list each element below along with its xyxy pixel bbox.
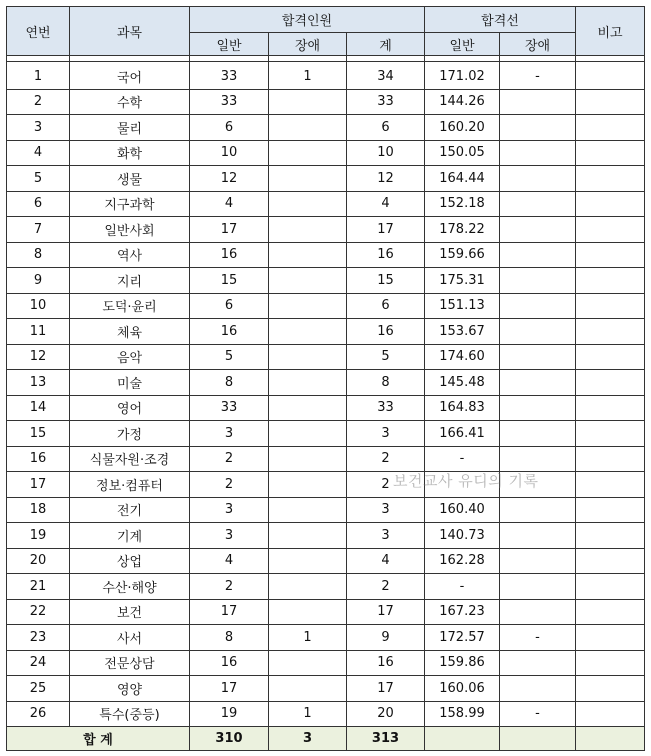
total-row <box>7 727 645 751</box>
header-passers: 합격인원 <box>190 7 425 33</box>
cell-total: 2 <box>347 472 425 498</box>
cell-general: 4 <box>190 548 269 574</box>
cell-subject: 수학 <box>70 89 190 115</box>
cell-disabled <box>269 421 347 447</box>
cell-note <box>576 191 645 217</box>
cell-cut-disabled <box>500 217 576 243</box>
cell-cut-general: 166.41 <box>425 421 500 447</box>
cell-note <box>576 268 645 294</box>
watermark-text: 보건교사 유디의 기록 <box>393 472 539 490</box>
cell-no: 21 <box>7 574 70 600</box>
cell-no: 12 <box>7 344 70 370</box>
cell-subject: 가정 <box>70 421 190 447</box>
cell-general: 16 <box>190 319 269 345</box>
cell-no: 13 <box>7 370 70 396</box>
table-row <box>7 472 645 498</box>
cell-total: 16 <box>347 242 425 268</box>
cell-total: 9 <box>347 625 425 651</box>
cell-no: 6 <box>7 191 70 217</box>
cell-cut-general: 171.02 <box>425 62 500 90</box>
total-general: 310 <box>190 727 269 751</box>
cell-no: 4 <box>7 140 70 166</box>
cell-cut-disabled <box>500 293 576 319</box>
table-row <box>7 497 645 523</box>
cell-total: 2 <box>347 574 425 600</box>
cell-disabled <box>269 446 347 472</box>
cell-no: 5 <box>7 166 70 192</box>
cell-cut-disabled <box>500 472 576 498</box>
cell-subject: 체육 <box>70 319 190 345</box>
table-row <box>7 191 645 217</box>
cell-total: 34 <box>347 62 425 90</box>
cell-disabled <box>269 268 347 294</box>
cell-general: 16 <box>190 650 269 676</box>
cell-total: 3 <box>347 497 425 523</box>
cell-subject: 상업 <box>70 548 190 574</box>
cell-note <box>576 701 645 727</box>
table-row <box>7 319 645 345</box>
cell-disabled <box>269 89 347 115</box>
cell-note <box>576 472 645 498</box>
cell-note <box>576 548 645 574</box>
table-row <box>7 89 645 115</box>
table-row <box>7 166 645 192</box>
cell-cut-disabled <box>500 166 576 192</box>
cell-cut-disabled: - <box>500 701 576 727</box>
table-footer <box>7 727 645 751</box>
cell-subject: 역사 <box>70 242 190 268</box>
cell-disabled: 1 <box>269 62 347 90</box>
cell-no: 1 <box>7 62 70 90</box>
header-note: 비고 <box>576 7 645 56</box>
cell-general: 15 <box>190 268 269 294</box>
table-row <box>7 701 645 727</box>
cell-subject: 지구과학 <box>70 191 190 217</box>
cell-cut-general: 175.31 <box>425 268 500 294</box>
cell-general: 33 <box>190 395 269 421</box>
cell-subject: 화학 <box>70 140 190 166</box>
cell-cut-disabled <box>500 140 576 166</box>
cell-general: 17 <box>190 217 269 243</box>
cell-cut-disabled <box>500 191 576 217</box>
cell-no: 7 <box>7 217 70 243</box>
cell-note <box>576 676 645 702</box>
cell-total: 8 <box>347 370 425 396</box>
cell-cut-general: 159.66 <box>425 242 500 268</box>
cell-subject: 보건 <box>70 599 190 625</box>
cell-subject: 기계 <box>70 523 190 549</box>
header-subject: 과목 <box>70 7 190 56</box>
cell-total: 6 <box>347 115 425 141</box>
cell-cut-general: 140.73 <box>425 523 500 549</box>
cell-disabled <box>269 370 347 396</box>
cell-general: 3 <box>190 523 269 549</box>
cell-general: 8 <box>190 625 269 651</box>
cell-total: 17 <box>347 676 425 702</box>
header-no: 연번 <box>7 7 70 56</box>
cell-disabled <box>269 140 347 166</box>
table-row <box>7 242 645 268</box>
cell-no: 18 <box>7 497 70 523</box>
cell-note <box>576 395 645 421</box>
header-cutoff: 합격선 <box>425 7 576 33</box>
cell-no: 19 <box>7 523 70 549</box>
cell-note <box>576 62 645 90</box>
cell-note <box>576 242 645 268</box>
cell-cut-general: 164.83 <box>425 395 500 421</box>
cell-cut-disabled <box>500 242 576 268</box>
total-disabled: 3 <box>269 727 347 751</box>
cell-cut-general: 162.28 <box>425 548 500 574</box>
cell-subject: 음악 <box>70 344 190 370</box>
cell-cut-disabled <box>500 548 576 574</box>
cell-cut-disabled: - <box>500 62 576 90</box>
table-row <box>7 676 645 702</box>
results-table <box>6 6 645 751</box>
cell-cut-disabled <box>500 268 576 294</box>
header-cut-disabled: 장애 <box>500 33 576 56</box>
cell-no: 9 <box>7 268 70 294</box>
cell-subject: 일반사회 <box>70 217 190 243</box>
cell-note <box>576 599 645 625</box>
cell-cut-disabled <box>500 497 576 523</box>
cell-note <box>576 446 645 472</box>
cell-cut-general: 160.40 <box>425 497 500 523</box>
header-cut-general: 일반 <box>425 33 500 56</box>
cell-note <box>576 115 645 141</box>
cell-total: 4 <box>347 548 425 574</box>
cell-note <box>576 370 645 396</box>
cell-cut-general: 172.57 <box>425 625 500 651</box>
cell-subject: 전기 <box>70 497 190 523</box>
cell-cut-general: 145.48 <box>425 370 500 396</box>
cell-total: 10 <box>347 140 425 166</box>
table-row <box>7 140 645 166</box>
cell-total: 33 <box>347 89 425 115</box>
cell-total: 3 <box>347 523 425 549</box>
cell-cut-disabled <box>500 446 576 472</box>
cell-general: 12 <box>190 166 269 192</box>
table-row <box>7 625 645 651</box>
cell-cut-disabled <box>500 599 576 625</box>
cell-cut-general: - <box>425 574 500 600</box>
cell-no: 20 <box>7 548 70 574</box>
cell-subject: 지리 <box>70 268 190 294</box>
cell-note <box>576 140 645 166</box>
cell-subject: 특수(중등) <box>70 701 190 727</box>
cell-no: 8 <box>7 242 70 268</box>
total-total: 313 <box>347 727 425 751</box>
cell-subject: 국어 <box>70 62 190 90</box>
cell-total: 6 <box>347 293 425 319</box>
cell-total: 4 <box>347 191 425 217</box>
cell-cut-general: 160.06 <box>425 676 500 702</box>
cell-no: 17 <box>7 472 70 498</box>
cell-cut-general: 150.05 <box>425 140 500 166</box>
cell-no: 3 <box>7 115 70 141</box>
table-row <box>7 115 645 141</box>
cell-cut-general <box>425 472 500 498</box>
table-row <box>7 293 645 319</box>
cell-subject: 영양 <box>70 676 190 702</box>
header-total: 계 <box>347 33 425 56</box>
cell-disabled <box>269 115 347 141</box>
cell-note <box>576 319 645 345</box>
cell-cut-disabled <box>500 650 576 676</box>
cell-cut-general: 144.26 <box>425 89 500 115</box>
cell-no: 22 <box>7 599 70 625</box>
cell-disabled <box>269 497 347 523</box>
cell-general: 19 <box>190 701 269 727</box>
cell-general: 5 <box>190 344 269 370</box>
cell-general: 6 <box>190 115 269 141</box>
table-row <box>7 523 645 549</box>
total-cut-general <box>425 727 500 751</box>
table-row <box>7 217 645 243</box>
cell-no: 2 <box>7 89 70 115</box>
cell-disabled: 1 <box>269 625 347 651</box>
cell-note <box>576 497 645 523</box>
cell-no: 11 <box>7 319 70 345</box>
cell-no: 10 <box>7 293 70 319</box>
cell-cut-general: 164.44 <box>425 166 500 192</box>
cell-disabled <box>269 395 347 421</box>
table-row <box>7 446 645 472</box>
cell-disabled <box>269 293 347 319</box>
cell-note <box>576 421 645 447</box>
cell-disabled <box>269 599 347 625</box>
cell-total: 20 <box>347 701 425 727</box>
cell-cut-general: 151.13 <box>425 293 500 319</box>
cell-total: 33 <box>347 395 425 421</box>
table-body <box>7 56 645 727</box>
cell-general: 4 <box>190 191 269 217</box>
table-row <box>7 574 645 600</box>
cell-no: 23 <box>7 625 70 651</box>
cell-cut-disabled <box>500 319 576 345</box>
cell-disabled <box>269 650 347 676</box>
cell-subject: 물리 <box>70 115 190 141</box>
cell-cut-general: 158.99 <box>425 701 500 727</box>
cell-cut-general: 152.18 <box>425 191 500 217</box>
cell-note <box>576 650 645 676</box>
cell-general: 8 <box>190 370 269 396</box>
cell-disabled <box>269 472 347 498</box>
cell-disabled <box>269 217 347 243</box>
cell-disabled <box>269 523 347 549</box>
cell-disabled: 1 <box>269 701 347 727</box>
cell-cut-general: 153.67 <box>425 319 500 345</box>
cell-cut-disabled <box>500 523 576 549</box>
total-cut-disabled <box>500 727 576 751</box>
cell-cut-disabled <box>500 115 576 141</box>
cell-note <box>576 217 645 243</box>
cell-no: 24 <box>7 650 70 676</box>
cell-total: 15 <box>347 268 425 294</box>
cell-general: 2 <box>190 574 269 600</box>
header-disabled: 장애 <box>269 33 347 56</box>
cell-disabled <box>269 676 347 702</box>
cell-disabled <box>269 191 347 217</box>
cell-general: 10 <box>190 140 269 166</box>
cell-disabled <box>269 574 347 600</box>
cell-disabled <box>269 242 347 268</box>
cell-subject: 사서 <box>70 625 190 651</box>
cell-general: 2 <box>190 472 269 498</box>
cell-no: 25 <box>7 676 70 702</box>
total-note <box>576 727 645 751</box>
cell-subject: 영어 <box>70 395 190 421</box>
cell-note <box>576 293 645 319</box>
cell-cut-general: 167.23 <box>425 599 500 625</box>
cell-disabled <box>269 548 347 574</box>
cell-subject: 도덕·윤리 <box>70 293 190 319</box>
total-label: 합 계 <box>7 727 190 751</box>
table-row <box>7 62 645 90</box>
cell-cut-general: 178.22 <box>425 217 500 243</box>
cell-general: 3 <box>190 421 269 447</box>
cell-total: 16 <box>347 650 425 676</box>
cell-note <box>576 574 645 600</box>
cell-no: 16 <box>7 446 70 472</box>
cell-subject: 수산·해양 <box>70 574 190 600</box>
cell-general: 33 <box>190 89 269 115</box>
cell-cut-disabled <box>500 370 576 396</box>
cell-subject: 생물 <box>70 166 190 192</box>
table-row <box>7 344 645 370</box>
cell-cut-disabled <box>500 89 576 115</box>
cell-cut-disabled <box>500 676 576 702</box>
table-row <box>7 650 645 676</box>
cell-total: 12 <box>347 166 425 192</box>
header-general: 일반 <box>190 33 269 56</box>
cell-cut-disabled: - <box>500 625 576 651</box>
table-row <box>7 395 645 421</box>
cell-cut-disabled <box>500 344 576 370</box>
cell-total: 2 <box>347 446 425 472</box>
table-row <box>7 548 645 574</box>
table-row <box>7 421 645 447</box>
table-row <box>7 370 645 396</box>
cell-cut-general: - <box>425 446 500 472</box>
cell-total: 17 <box>347 599 425 625</box>
cell-general: 16 <box>190 242 269 268</box>
cell-subject: 미술 <box>70 370 190 396</box>
cell-general: 2 <box>190 446 269 472</box>
cell-cut-disabled <box>500 421 576 447</box>
cell-subject: 식물자원·조경 <box>70 446 190 472</box>
cell-cut-general: 174.60 <box>425 344 500 370</box>
cell-disabled <box>269 319 347 345</box>
table-row <box>7 268 645 294</box>
cell-note <box>576 625 645 651</box>
cell-general: 33 <box>190 62 269 90</box>
cell-total: 17 <box>347 217 425 243</box>
cell-disabled <box>269 344 347 370</box>
cell-note <box>576 523 645 549</box>
cell-general: 3 <box>190 497 269 523</box>
cell-note <box>576 89 645 115</box>
cell-general: 6 <box>190 293 269 319</box>
cell-total: 5 <box>347 344 425 370</box>
cell-cut-general: 160.20 <box>425 115 500 141</box>
cell-disabled <box>269 166 347 192</box>
cell-general: 17 <box>190 599 269 625</box>
cell-cut-disabled <box>500 395 576 421</box>
table-header <box>7 7 645 56</box>
table-row <box>7 599 645 625</box>
cell-cut-general: 159.86 <box>425 650 500 676</box>
cell-subject: 전문상담 <box>70 650 190 676</box>
cell-subject: 정보·컴퓨터 <box>70 472 190 498</box>
cell-no: 14 <box>7 395 70 421</box>
cell-no: 15 <box>7 421 70 447</box>
cell-no: 26 <box>7 701 70 727</box>
cell-total: 16 <box>347 319 425 345</box>
cell-note <box>576 166 645 192</box>
cell-total: 3 <box>347 421 425 447</box>
cell-general: 17 <box>190 676 269 702</box>
cell-note <box>576 344 645 370</box>
cell-cut-disabled <box>500 574 576 600</box>
